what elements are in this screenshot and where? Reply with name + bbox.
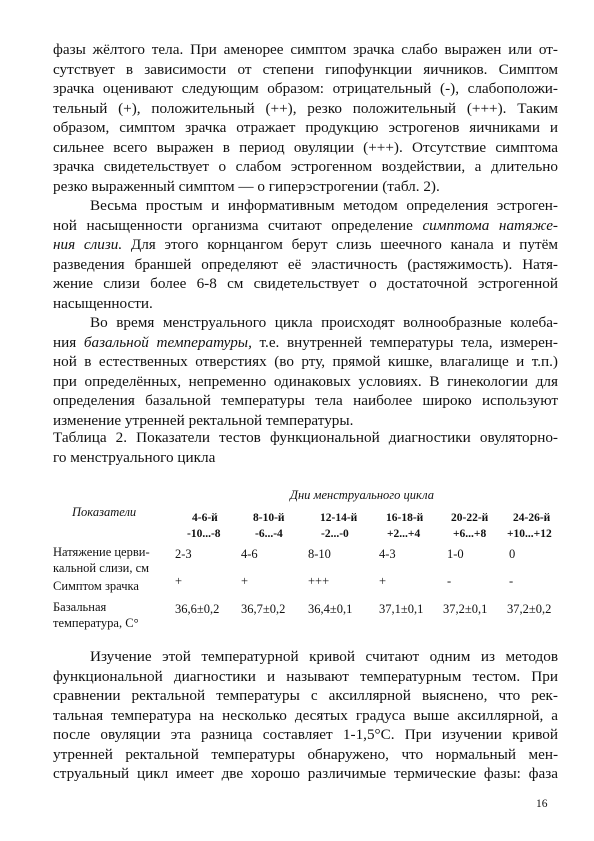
column-day: 20-22-й: [451, 512, 489, 524]
row-label: температура, С°: [53, 616, 139, 630]
paragraph-temperature-test: [53, 647, 558, 784]
text-fragment: Для этого корнцангом берут слизь шеечного канала и путём: [122, 236, 558, 253]
table-caption: [53, 428, 558, 467]
text-line: тальная температура на несколько десятых градуса выше аксиллярной, а: [53, 706, 558, 724]
paragraph-basal-temperature: [53, 313, 558, 430]
text-fragment: ной насыщенности организма считают определение: [53, 216, 423, 234]
text-line: жение слизи более 6-8 см свидетельствует о достаточной эстрогенной: [53, 275, 558, 292]
text-line: утренней ректальной температуры обнаружено, что нормальный мен-: [53, 745, 558, 763]
text-line: изменение утренней ректальной температуры.: [53, 411, 354, 429]
row-label: Натяжение церви-: [53, 545, 150, 559]
caption-line: Таблица 2. Показатели тестов функциональной диагностики овуляторно-: [53, 429, 558, 446]
column-offset: -2...-0: [321, 528, 349, 540]
table-cell: 37,2±0,1: [443, 602, 488, 616]
text-line: функциональной диагностики и называют температурным тестом. При: [53, 667, 558, 685]
row-label: Симптом зрачка: [53, 579, 139, 593]
table-cell: -: [509, 574, 514, 588]
column-day: 24-26-й: [513, 512, 551, 524]
table-group-header: Дни менструального цикла: [290, 488, 435, 502]
text-fragment: ния: [53, 333, 84, 351]
table-cell: +++: [308, 574, 330, 588]
text-fragment: т.е. внутренней температуры тела, измерен-: [251, 333, 558, 351]
table-cell: 36,7±0,2: [241, 602, 286, 616]
table-cell: 8-10: [308, 547, 331, 561]
table-cell: +: [379, 574, 387, 588]
text-line: [53, 216, 558, 236]
text-line: сильнее всего выражен в период овуляции (+++). Отсутствие симптома: [53, 138, 558, 156]
table-cell: -: [447, 574, 452, 588]
column-day: 8-10-й: [253, 512, 285, 524]
paragraph-mucus-tension: [53, 196, 558, 313]
paragraph-pupil-symptom: [53, 40, 558, 196]
text-line: ной в естественных отверстиях (во рту, прямой кишке, влагалище и т.п.): [53, 353, 558, 370]
text-line: тельный (+), положительный (++), резко положительный (+++). Таким: [53, 99, 558, 117]
column-offset: +6...+8: [453, 528, 487, 540]
text-line: разведения браншей определяют её эластичность (растяжимость). Натя-: [53, 255, 558, 273]
table-cell: +: [241, 574, 249, 588]
emphasis-term: симптома натяже-: [422, 216, 558, 234]
table-cell: 37,2±0,2: [507, 602, 552, 616]
emphasis-term: базальной температуры,: [83, 333, 252, 351]
row-label: Базальная: [53, 600, 107, 614]
text-line: Весьма простым и информативным методом определения эстроген-: [90, 197, 558, 214]
text-line: сравнении ректальной температуры с аксиллярной выяснено, что рек-: [53, 687, 558, 704]
text-line: Во время менструального цикла происходят волнообразные колеба-: [90, 314, 558, 331]
column-day: 4-6-й: [192, 512, 218, 524]
table-cell: 37,1±0,1: [379, 602, 424, 616]
text-line: зрачка оценивают следующим образом: отрицательный (-), слабоположи-: [53, 80, 558, 97]
table-cell: +: [175, 574, 183, 588]
text-line: резко выраженный симптом — о гиперэстрогении (табл. 2).: [53, 177, 440, 195]
text-line: зрачка свидетельствует о слабом эстрогенном воздействии, а длительно: [53, 158, 558, 175]
text-line: [53, 235, 558, 255]
emphasis-term: ния слизи.: [53, 236, 123, 253]
table-cell: 36,6±0,2: [175, 602, 220, 616]
text-line: [53, 333, 558, 353]
column-day: 16-18-й: [386, 512, 424, 524]
table-cell: 4-6: [241, 547, 258, 561]
table-cell: 1-0: [447, 547, 464, 561]
column-day: 12-14-й: [320, 512, 358, 524]
column-offset: +10...+12: [507, 528, 552, 540]
column-offset: +2...+4: [387, 528, 421, 540]
column-offset: -10...-8: [187, 528, 221, 540]
row-label: кальной слизи, см: [53, 561, 150, 575]
text-line: при определённых, непременно одинаковых условиях. В гинекологии для: [53, 372, 558, 390]
table-cell: 0: [509, 547, 516, 561]
text-line: образом, симптом зрачка отражает продукцию эстрогенов яичниками и: [53, 119, 558, 136]
text-line: насыщенности.: [53, 294, 153, 312]
table-cell: 2-3: [175, 547, 192, 561]
column-offset: -6...-4: [255, 528, 283, 540]
text-line: сутствует в зависимости от степени гипофункции яичников. Симптом: [53, 60, 558, 78]
table-cell: 4-3: [379, 547, 396, 561]
table-row-header: Показатели: [72, 505, 137, 519]
page-number: 16: [536, 798, 548, 810]
text-line: Изучение этой температурной кривой считают одним из методов: [90, 648, 558, 665]
text-line: после овуляции эта разница составляет 1-1,5°С. При изучении кривой: [53, 726, 558, 743]
text-line: определения базальной температуры тела наиболее широко используют: [53, 392, 558, 409]
caption-line: го менструального цикла: [53, 448, 216, 466]
text-line: фазы жёлтого тела. При аменорее симптом зрачка слабо выражен или от-: [53, 41, 558, 58]
text-line: струальный цикл имеет две хорошо различимые термические фазы: фаза: [53, 765, 558, 782]
table-cell: 36,4±0,1: [308, 602, 353, 616]
